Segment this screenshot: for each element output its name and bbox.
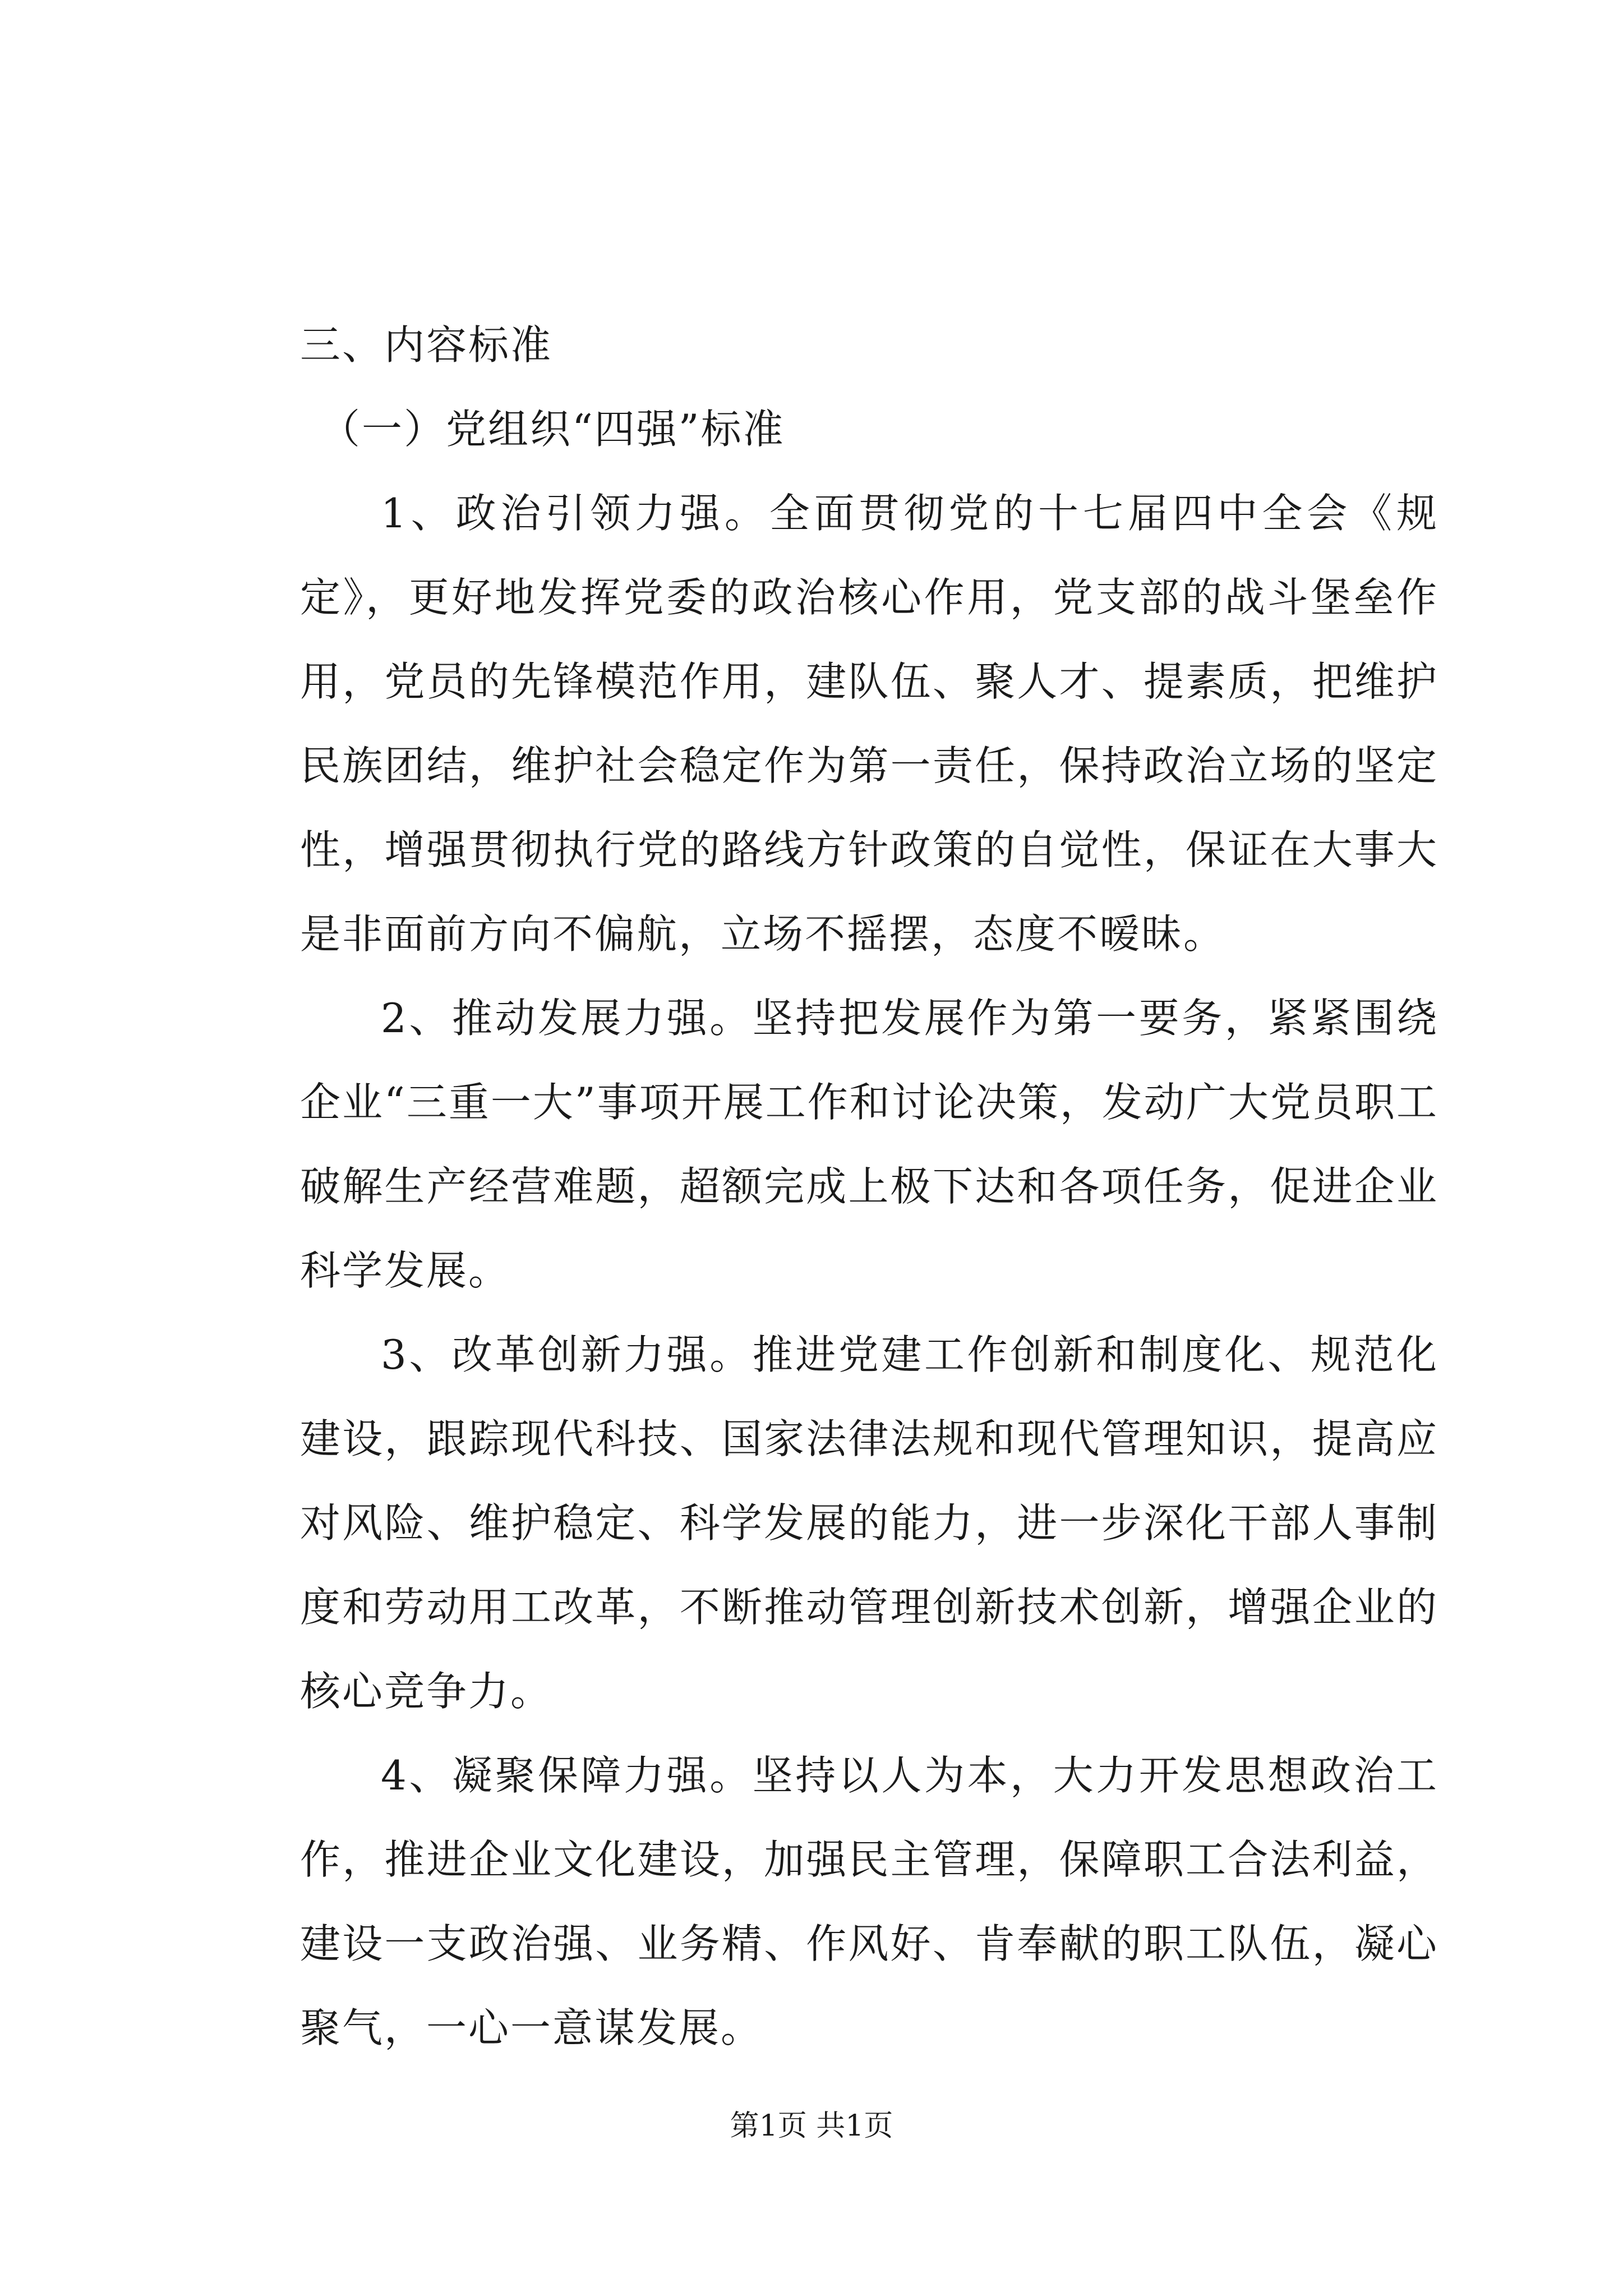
paragraph-cohesion: 4、凝聚保障力强。坚持以人为本，大力开发思想政治工作，推进企业文化建设，加强民主管理，保障职工合法利益，建设一支政治强、业务精、作风好、肯奉献的职工队伍，凝心聚气，一心一意谋发展。: [300, 1752, 1438, 2051]
paragraph-reform-innovation: 3、改革创新力强。推进党建工作创新和制度化、规范化建设，跟踪现代科技、国家法律法规和现代管理知识，提高应对风险、维护稳定、科学发展的能力，进一步深化干部人事制度和劳动用工改革，不断推动管理创新技术创新，增强企业的核心竞争力。: [300, 1331, 1438, 1715]
subsection-heading: （一）党组织“四强”标准: [320, 406, 785, 453]
page-footer: 第1页 共1页: [730, 2109, 893, 2143]
document-body: [300, 303, 1438, 2070]
paragraph-development: 2、推动发展力强。坚持把发展作为第一要务，紧紧围绕企业“三重一大”事项开展工作和讨论决策，发动广大党员职工破解生产经营难题，超额完成上极下达和各项任务，促进企业科学发展。: [300, 995, 1438, 1294]
paragraph-political-leadership: 1、政治引领力强。全面贯彻党的十七届四中全会《规定》，更好地发挥党委的政治核心作用，党支部的战斗堡垒作用，党员的先锋模范作用，建队伍、聚人才、提素质，把维护民族团结，维护社会稳定作为第一责任，保持政治立场的坚定性，增强贯彻执行党的路线方针政策的自觉性，保证在大事大是非面前方向不偏航，立场不摇摆，态度不暧昧。: [300, 490, 1438, 958]
section-heading: 三、内容标准: [300, 321, 553, 369]
